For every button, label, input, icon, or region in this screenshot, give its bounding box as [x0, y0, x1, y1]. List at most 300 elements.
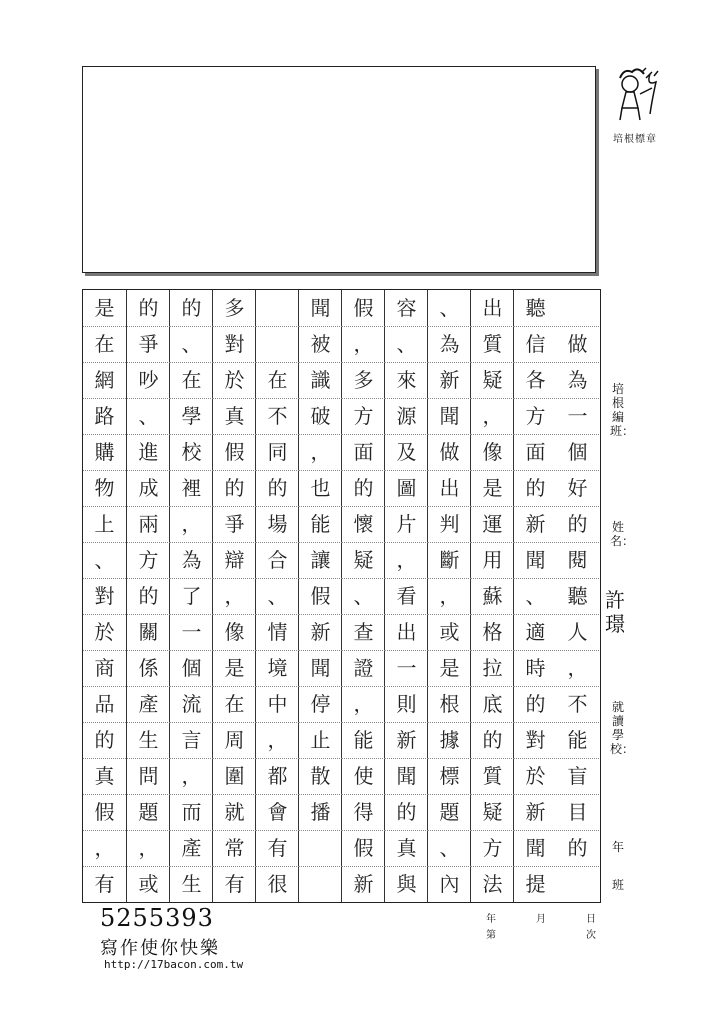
grid-row-line — [342, 722, 385, 723]
essay-char: 標 — [439, 764, 460, 788]
essay-char: 方 — [525, 404, 546, 428]
grid-row-line — [127, 506, 170, 507]
essay-char: 假 — [224, 440, 245, 464]
grid-row-line — [514, 866, 557, 867]
essay-char: 言 — [181, 728, 202, 752]
essay-char: 的 — [224, 476, 245, 500]
essay-char: 圖 — [396, 476, 417, 500]
essay-char: 質 — [482, 332, 503, 356]
grid-row-line — [556, 722, 599, 723]
grid-row-line — [342, 758, 385, 759]
grid-row-line — [127, 794, 170, 795]
grid-row-line — [127, 470, 170, 471]
essay-char: 面 — [525, 440, 546, 464]
grid-row-line — [213, 326, 256, 327]
grid-row-line — [428, 722, 471, 723]
essay-char: 內 — [439, 872, 460, 896]
grid-row-line — [428, 470, 471, 471]
essay-char: 而 — [181, 800, 202, 824]
grid-row-line — [514, 398, 557, 399]
essay-char: 能 — [567, 728, 588, 752]
essay-char: 對 — [94, 584, 115, 608]
grid-row-line — [83, 398, 126, 399]
grid-row-line — [127, 686, 170, 687]
grid-row-line — [213, 722, 256, 723]
essay-char: 新 — [525, 512, 546, 536]
grid-row-line — [556, 434, 599, 435]
grid-row-line — [83, 866, 126, 867]
grid-row-line — [471, 686, 514, 687]
essay-char: 為 — [567, 368, 588, 392]
essay-char: 出 — [439, 476, 460, 500]
grid-row-line — [556, 470, 599, 471]
grid-row-line — [299, 614, 342, 615]
essay-char: 有 — [224, 872, 245, 896]
essay-char: 、 — [439, 296, 460, 320]
essay-char: 斷 — [439, 548, 460, 572]
essay-char: ， — [138, 836, 159, 860]
grid-row-line — [428, 542, 471, 543]
grid-row-line — [471, 794, 514, 795]
grid-row-line — [299, 578, 342, 579]
grid-row-line — [170, 830, 213, 831]
grid-row-line — [170, 470, 213, 471]
essay-column — [83, 290, 126, 902]
grid-row-line — [213, 866, 256, 867]
essay-char: 是 — [224, 656, 245, 680]
grid-row-line — [385, 866, 428, 867]
name-label: 姓名： — [610, 520, 635, 548]
essay-column — [169, 290, 213, 902]
grid-row-line — [342, 686, 385, 687]
class-label: 培根編班： — [610, 382, 635, 438]
grid-row-line — [428, 578, 471, 579]
grid-row-line — [256, 614, 299, 615]
essay-char: 產 — [181, 836, 202, 860]
essay-column — [126, 290, 170, 902]
essay-char: 方 — [353, 404, 374, 428]
grid-row-line — [256, 362, 299, 363]
essay-char: 聞 — [310, 656, 331, 680]
essay-char: 破 — [310, 404, 331, 428]
essay-char: 辯 — [224, 548, 245, 572]
grid-row-line — [127, 866, 170, 867]
essay-char: ， — [310, 440, 331, 464]
grid-row-line — [556, 578, 599, 579]
grid-row-line — [299, 794, 342, 795]
essay-char: 在 — [224, 692, 245, 716]
essay-char: 多 — [224, 296, 245, 320]
grid-row-line — [256, 434, 299, 435]
essay-char: ， — [353, 692, 374, 716]
essay-char: 新 — [525, 800, 546, 824]
essay-char: 、 — [181, 332, 202, 356]
essay-char: 場 — [267, 512, 288, 536]
grid-row-line — [342, 542, 385, 543]
grid-row-line — [556, 326, 599, 327]
date-year-label: 年 — [486, 914, 496, 925]
grid-row-line — [385, 686, 428, 687]
grid-row-line — [127, 578, 170, 579]
essay-char: 假 — [94, 800, 115, 824]
grid-row-line — [256, 722, 299, 723]
grid-row-line — [256, 758, 299, 759]
essay-id: 5255393 — [100, 904, 214, 932]
essay-char: 的 — [138, 584, 159, 608]
essay-column — [341, 290, 385, 902]
grid-row-line — [385, 578, 428, 579]
essay-char: 判 — [439, 512, 460, 536]
grid-row-line — [556, 686, 599, 687]
essay-char: 聞 — [525, 548, 546, 572]
essay-char: 像 — [482, 440, 503, 464]
grid-row-line — [385, 794, 428, 795]
grid-row-line — [385, 542, 428, 543]
grid-row-line — [428, 686, 471, 687]
essay-char: 一 — [181, 620, 202, 644]
essay-char: 進 — [138, 440, 159, 464]
grid-row-line — [514, 650, 557, 651]
essay-char: 的 — [567, 836, 588, 860]
essay-char: 、 — [525, 584, 546, 608]
grid-row-line — [556, 362, 599, 363]
essay-char: 的 — [138, 296, 159, 320]
grid-row-line — [428, 758, 471, 759]
grid-row-line — [471, 506, 514, 507]
ordinal-ci-label: 次 — [586, 930, 596, 941]
essay-char: 是 — [439, 656, 460, 680]
essay-char: 校 — [181, 440, 202, 464]
teacher-comment-box — [82, 66, 596, 273]
grid-row-line — [471, 362, 514, 363]
essay-char: 境 — [267, 656, 288, 680]
grid-row-line — [83, 722, 126, 723]
essay-char: 路 — [94, 404, 115, 428]
essay-char: 格 — [482, 620, 503, 644]
grid-row-line — [170, 578, 213, 579]
grid-row-line — [256, 398, 299, 399]
essay-char: 聞 — [396, 764, 417, 788]
grid-row-line — [83, 326, 126, 327]
slogan: 寫作使你快樂 — [100, 938, 220, 959]
essay-char: 合 — [267, 548, 288, 572]
grid-row-line — [385, 614, 428, 615]
essay-char: 係 — [138, 656, 159, 680]
grid-row-line — [342, 506, 385, 507]
essay-char: 源 — [396, 404, 417, 428]
student-name: 許璟 — [605, 588, 625, 636]
grid-row-line — [428, 362, 471, 363]
grid-row-line — [471, 542, 514, 543]
essay-char: 能 — [310, 512, 331, 536]
grid-row-line — [556, 830, 599, 831]
grid-row-line — [170, 614, 213, 615]
grid-row-line — [83, 758, 126, 759]
grid-row-line — [385, 362, 428, 363]
essay-column — [255, 290, 299, 902]
essay-column — [298, 290, 342, 902]
date-month-label: 月 — [536, 914, 546, 925]
grid-row-line — [385, 470, 428, 471]
essay-char: ， — [94, 836, 115, 860]
essay-char: 是 — [482, 476, 503, 500]
essay-grid — [82, 289, 601, 903]
essay-char: 出 — [482, 296, 503, 320]
essay-char: ， — [439, 584, 460, 608]
grid-row-line — [127, 398, 170, 399]
grid-row-line — [385, 326, 428, 327]
essay-char: 盲 — [567, 764, 588, 788]
grid-row-line — [213, 434, 256, 435]
grid-row-line — [514, 830, 557, 831]
school-label: 就讀學校： — [610, 700, 635, 756]
grid-row-line — [256, 542, 299, 543]
grid-row-line — [514, 686, 557, 687]
essay-char: 品 — [94, 692, 115, 716]
essay-char: 的 — [181, 296, 202, 320]
grid-row-line — [213, 830, 256, 831]
essay-char: 都 — [267, 764, 288, 788]
essay-char: 真 — [94, 764, 115, 788]
grid-row-line — [556, 542, 599, 543]
grid-row-line — [514, 758, 557, 759]
grid-row-line — [170, 722, 213, 723]
grid-row-line — [256, 650, 299, 651]
grid-row-line — [213, 650, 256, 651]
grid-row-line — [299, 830, 342, 831]
grid-row-line — [127, 650, 170, 651]
grid-row-line — [83, 578, 126, 579]
essay-char: 對 — [525, 728, 546, 752]
grid-row-line — [471, 866, 514, 867]
essay-char: 的 — [353, 476, 374, 500]
essay-char: 常 — [224, 836, 245, 860]
grid-row-line — [556, 506, 599, 507]
bacon-stamp — [606, 64, 662, 126]
essay-char: 購 — [94, 440, 115, 464]
essay-char: 會 — [267, 800, 288, 824]
essay-char: 中 — [267, 692, 288, 716]
grid-row-line — [83, 362, 126, 363]
essay-char: 散 — [310, 764, 331, 788]
essay-char: 很 — [267, 872, 288, 896]
essay-char: 懷 — [353, 512, 374, 536]
essay-char: 、 — [94, 548, 115, 572]
grid-row-line — [170, 326, 213, 327]
essay-char: 播 — [310, 800, 331, 824]
date-day-label: 日 — [586, 914, 596, 925]
essay-char: 個 — [181, 656, 202, 680]
essay-char: 吵 — [138, 368, 159, 392]
essay-char: 的 — [567, 512, 588, 536]
essay-char: 底 — [482, 692, 503, 716]
essay-char: 在 — [267, 368, 288, 392]
essay-char: 、 — [138, 404, 159, 428]
essay-char: 爭 — [224, 512, 245, 536]
grid-row-line — [170, 650, 213, 651]
grid-row-line — [471, 578, 514, 579]
website-url: http://17bacon.com.tw — [104, 958, 244, 971]
grid-row-line — [342, 398, 385, 399]
grid-row-line — [428, 326, 471, 327]
essay-char: 或 — [138, 872, 159, 896]
essay-char: 學 — [181, 404, 202, 428]
essay-char: 能 — [353, 728, 374, 752]
essay-char: 真 — [396, 836, 417, 860]
essay-char: 容 — [396, 296, 417, 320]
essay-char: 各 — [525, 368, 546, 392]
essay-char: 做 — [567, 332, 588, 356]
grid-row-line — [342, 434, 385, 435]
essay-char: 不 — [567, 692, 588, 716]
grid-row-line — [299, 722, 342, 723]
essay-char: 成 — [138, 476, 159, 500]
essay-char: 信 — [525, 332, 546, 356]
essay-char: 就 — [224, 800, 245, 824]
essay-char: 運 — [482, 512, 503, 536]
grid-row-line — [342, 470, 385, 471]
grid-row-line — [385, 758, 428, 759]
grid-row-line — [342, 650, 385, 651]
essay-column — [556, 290, 599, 902]
grid-row-line — [213, 506, 256, 507]
grid-row-line — [213, 794, 256, 795]
essay-char: 根 — [439, 692, 460, 716]
grid-row-line — [299, 506, 342, 507]
grid-row-line — [256, 830, 299, 831]
essay-char: 新 — [353, 872, 374, 896]
essay-char: 流 — [181, 692, 202, 716]
grid-row-line — [213, 470, 256, 471]
essay-char: 出 — [396, 620, 417, 644]
essay-char: 的 — [525, 476, 546, 500]
grid-row-line — [170, 758, 213, 759]
essay-char: 假 — [310, 584, 331, 608]
essay-char: 於 — [224, 368, 245, 392]
grid-row-line — [385, 650, 428, 651]
grid-row-line — [428, 650, 471, 651]
grid-row-line — [428, 398, 471, 399]
grid-row-line — [514, 614, 557, 615]
essay-char: 於 — [525, 764, 546, 788]
grid-row-line — [127, 614, 170, 615]
grid-row-line — [213, 578, 256, 579]
grid-row-line — [170, 794, 213, 795]
essay-char: 面 — [353, 440, 374, 464]
grid-row-line — [556, 650, 599, 651]
grid-row-line — [256, 578, 299, 579]
essay-char: 在 — [181, 368, 202, 392]
class-unit-label: 班 — [611, 878, 624, 892]
essay-char: 時 — [525, 656, 546, 680]
essay-char: 產 — [138, 692, 159, 716]
essay-char: 的 — [94, 728, 115, 752]
essay-char: 假 — [353, 296, 374, 320]
grid-row-line — [83, 470, 126, 471]
essay-char: 讓 — [310, 548, 331, 572]
grid-row-line — [471, 614, 514, 615]
essay-char: 止 — [310, 728, 331, 752]
essay-char: 片 — [396, 512, 417, 536]
essay-column — [513, 290, 557, 902]
essay-char: 上 — [94, 512, 115, 536]
grid-row-line — [342, 830, 385, 831]
grid-row-line — [471, 470, 514, 471]
grid-row-line — [256, 506, 299, 507]
essay-char: 質 — [482, 764, 503, 788]
grid-row-line — [170, 506, 213, 507]
essay-char: 拉 — [482, 656, 503, 680]
essay-char: 停 — [310, 692, 331, 716]
essay-char: 真 — [224, 404, 245, 428]
grid-row-line — [342, 866, 385, 867]
grid-row-line — [83, 506, 126, 507]
grid-row-line — [514, 722, 557, 723]
grid-row-line — [299, 866, 342, 867]
essay-char: 新 — [396, 728, 417, 752]
essay-char: 假 — [353, 836, 374, 860]
essay-char: 生 — [181, 872, 202, 896]
grid-row-line — [428, 506, 471, 507]
essay-char: 蘇 — [482, 584, 503, 608]
grid-row-line — [471, 434, 514, 435]
grid-row-line — [299, 326, 342, 327]
essay-char: 則 — [396, 692, 417, 716]
grid-row-line — [83, 830, 126, 831]
grid-row-line — [83, 794, 126, 795]
essay-char: 多 — [353, 368, 374, 392]
grid-row-line — [83, 650, 126, 651]
grid-row-line — [514, 326, 557, 327]
essay-char: 網 — [94, 368, 115, 392]
essay-column — [470, 290, 514, 902]
grid-row-line — [213, 614, 256, 615]
grid-row-line — [342, 326, 385, 327]
grid-row-line — [299, 542, 342, 543]
essay-char: ， — [567, 656, 588, 680]
essay-char: ， — [181, 764, 202, 788]
grid-row-line — [299, 362, 342, 363]
essay-column — [212, 290, 256, 902]
essay-char: 被 — [310, 332, 331, 356]
essay-char: 生 — [138, 728, 159, 752]
essay-char: 新 — [310, 620, 331, 644]
essay-char: 一 — [396, 656, 417, 680]
essay-char: 有 — [267, 836, 288, 860]
essay-char: 好 — [567, 476, 588, 500]
grid-row-line — [514, 506, 557, 507]
grid-row-line — [514, 470, 557, 471]
grid-row-line — [83, 434, 126, 435]
grid-row-line — [514, 362, 557, 363]
grid-row-line — [127, 434, 170, 435]
essay-char: 個 — [567, 440, 588, 464]
grid-row-line — [213, 362, 256, 363]
grid-row-line — [385, 830, 428, 831]
grid-row-line — [299, 650, 342, 651]
essay-char: 一 — [567, 404, 588, 428]
essay-char: ， — [396, 548, 417, 572]
essay-char: 目 — [567, 800, 588, 824]
grid-row-line — [213, 686, 256, 687]
essay-char: 圍 — [224, 764, 245, 788]
grid-row-line — [127, 326, 170, 327]
grid-row-line — [256, 866, 299, 867]
essay-char: 、 — [353, 584, 374, 608]
essay-char: ， — [482, 404, 503, 428]
grid-row-line — [256, 686, 299, 687]
essay-char: 方 — [482, 836, 503, 860]
